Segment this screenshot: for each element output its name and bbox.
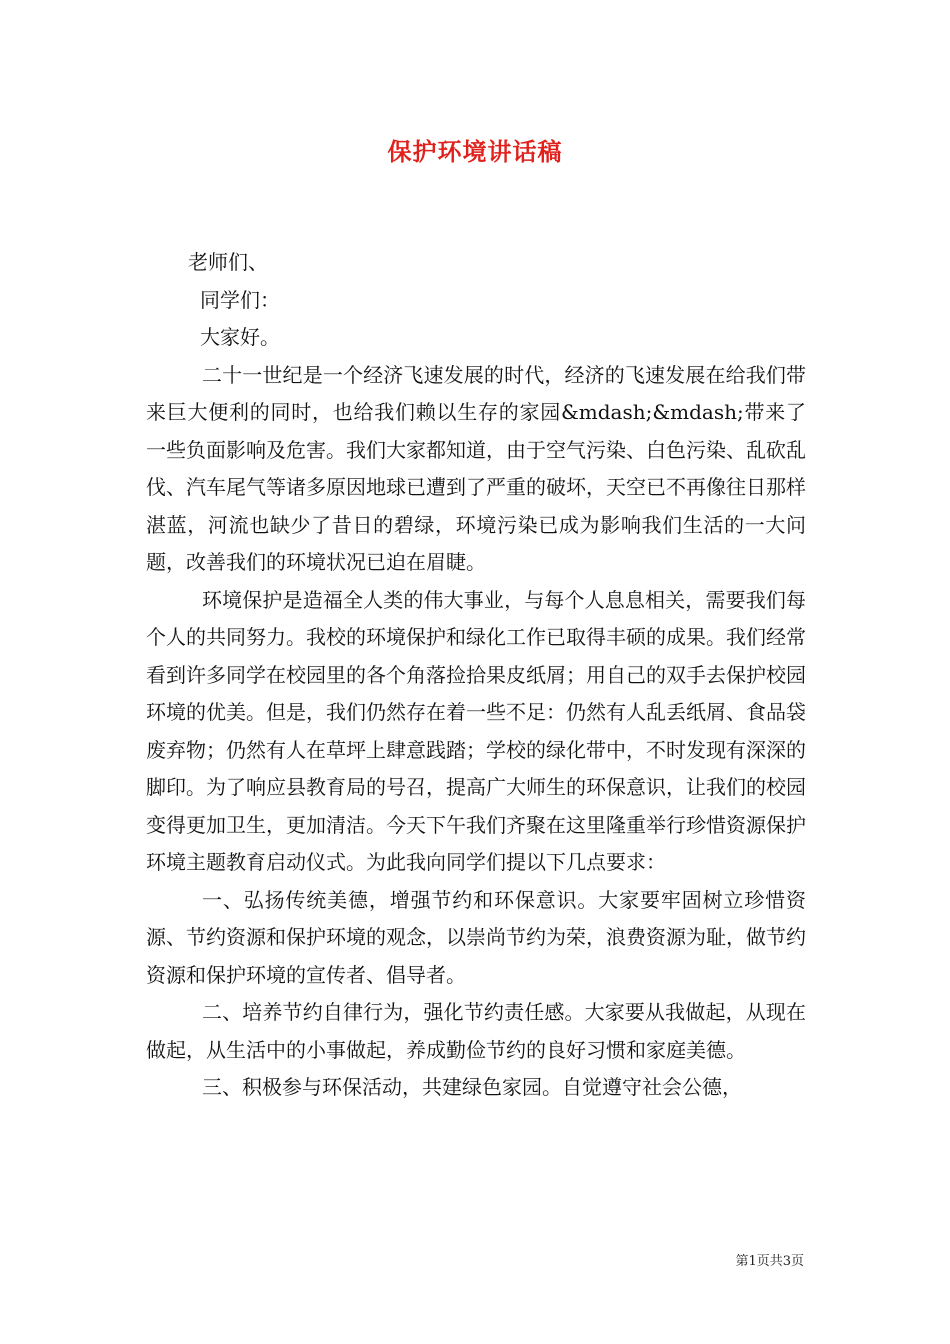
- page-number: 第1页共3页: [735, 1254, 804, 1269]
- greeting-hello: 大家好。: [200, 325, 280, 349]
- greeting-teachers: 老师们、: [188, 250, 268, 274]
- greeting-students: 同学们：: [200, 287, 280, 312]
- paragraph-requirement-3: 三、积极参与环保活动，共建绿色家园。自觉遵守社会公德，: [202, 1075, 742, 1099]
- speech-body: [146, 244, 806, 1107]
- page-title: 保护环境讲话稿: [387, 137, 563, 166]
- paragraph-environment: 环境保护是造福全人类的伟大事业，与每个人息息相关，需要我们每个人的共同努力。我校的环境保护和绿化工作已取得丰硕的成果。我们经常看到许多同学在校园里的各个角落捡拾果皮纸屑；用自己的双手去保护校园环境的优美。但是，我们仍然存在着一些不足：仍然有人乱丢纸屑、食品袋废弃物；仍然有人在草坪上肆意践踏；学校的绿化带中，不时发现有深深的脚印。为了响应县教育局的号召，提高广大师生的环保意识，让我们的校园变得更加卫生，更加清洁。今天下午我们齐聚在这里隆重举行珍惜资源保护环境主题教育启动仪式。为此我向同学们提以下几点要求：: [146, 587, 806, 874]
- paragraph-requirement-2: 二、培养节约自律行为，强化节约责任感。大家要从我做起，从现在做起，从生活中的小事做起，养成勤俭节约的良好习惯和家庭美德。: [146, 1000, 806, 1062]
- paragraph-requirement-1: 一、弘扬传统美德，增强节约和环保意识。大家要牢固树立珍惜资源、节约资源和保护环境的观念，以崇尚节约为荣，浪费资源为耻，做节约资源和保护环境的宣传者、倡导者。: [146, 887, 806, 987]
- paragraph-intro: 二十一世纪是一个经济飞速发展的时代，经济的飞速发展在给我们带来巨大便利的同时，也给我们赖以生存的家园&mdash;&mdash;带来了一些负面影响及危害。我们大家都知道，由于空气污染、白色污染、乱砍乱伐、汽车尾气等诸多原因地球已遭到了严重的破坏，天空已不再像往日那样湛蓝，河流也缺少了昔日的碧绿，环境污染已成为影响我们生活的一大问题，改善我们的环境状况已迫在眉睫。: [146, 362, 806, 574]
